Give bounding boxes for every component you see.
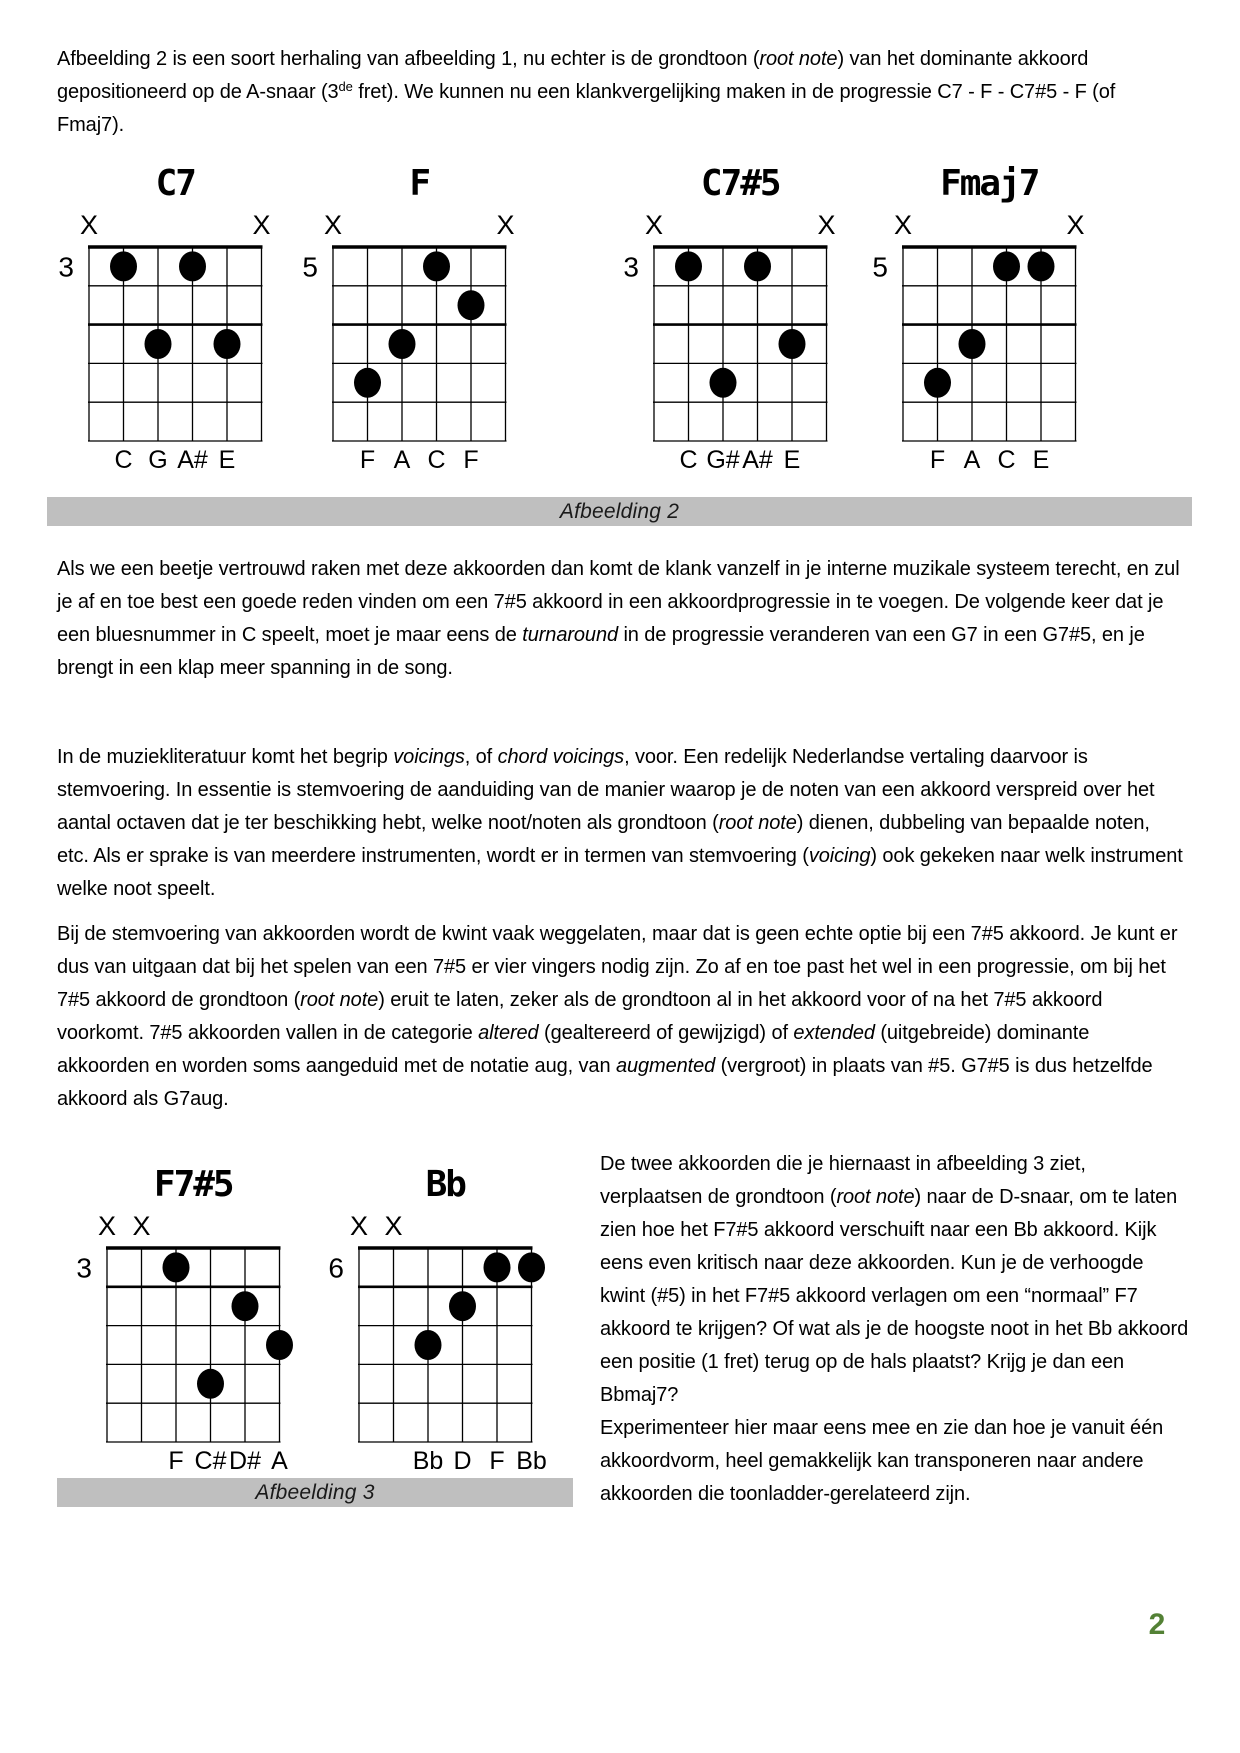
svg-text:3: 3 — [58, 251, 74, 283]
svg-text:A#: A# — [177, 446, 208, 474]
svg-text:X: X — [893, 210, 913, 240]
svg-text:C: C — [114, 446, 133, 474]
chord-diagram-c7sharp5 — [604, 157, 844, 489]
svg-text:X: X — [97, 1211, 117, 1241]
svg-text:Fmaj7: Fmaj7 — [940, 163, 1039, 204]
chord-diagram-svg — [57, 1158, 297, 1490]
svg-text:X: X — [496, 210, 515, 240]
paragraph-stemvoering: Bij de stemvoering van akkoorden wordt de kwint vaak weggelaten, maar dat is geen echte optie bij een 7#5 akkoord. Je kunt er dus van uitgaan dat bij het spelen van een 7#5 er vier vingers nodig zijn. Zo af en toe past het wel in een progressie, om bij het 7#5 akkoord de grondtoon (root note) eruit te laten, zeker als de grondtoon al in het akkoord voor of na het 7#5 akkoord voorkomt. 7#5 akkoorden vallen in de categorie altered (gealtereerd of gewijzigd) of extended (uitgebreide) dominante akkoorden en worden soms aangeduid met de notatie aug, van augmented (vergroot) in plaats van #5. G7#5 is dus hetzelfde akkoord als G7aug. — [57, 923, 1178, 1110]
svg-text:G#: G# — [706, 446, 740, 474]
figure2-caption-bar — [47, 497, 1192, 526]
svg-text:5: 5 — [302, 251, 318, 283]
paragraph-voicings: In de muziekliteratuur komt het begrip voicings, of chord voicings, voor. Een redelijk Nederlandse vertaling daarvoor is stemvoering. In essentie is stemvoering de aanduiding van de manier waarop je de noten van een akkoord verspreid over het aantal octaven dat je ter beschikking hebt, welke noot/noten als grondtoon (root note) dienen, dubbeling van bepaalde noten, etc. Als er sprake is van meerdere instrumenten, wordt er in termen van stemvoering (voicing) ook gekeken naar welk instrument welke noot speelt. — [57, 746, 1183, 900]
paragraph-figure3-side: De twee akkoorden die je hiernaast in afbeelding 3 ziet, verplaatsen de grondtoon (root note) naar de D-snaar, om te laten zien hoe het F7#5 akkoord verschuift naar een Bb akkoord. Kijk eens even kritisch naar deze akkoorden. Kun je de verhoogde kwint (#5) in het F7#5 akkoord verlagen om een “normaal” F7 akkoord te krijgen? Of wat als je de hoogste noot in het Bb akkoord een positie (1 fret) terug op de hals plaatst? Krijg je dan een Bbmaj7? Experimenteer hier maar eens mee en zie dan hoe je vanuit één akkoordvorm, heel gemakkelijk kan transponeren naar andere akkoorden die toonladder-gerelateerd zijn. — [600, 1153, 1189, 1505]
svg-text:Bb: Bb — [516, 1447, 547, 1475]
figure3-caption-bar — [57, 1478, 573, 1507]
chord-diagram-f — [283, 157, 523, 489]
chord-diagram-f7sharp5 — [57, 1158, 297, 1490]
svg-text:6: 6 — [328, 1252, 344, 1284]
svg-text:X: X — [817, 210, 836, 240]
svg-text:C: C — [679, 446, 698, 474]
svg-text:F: F — [168, 1447, 184, 1475]
chord-diagram-svg — [39, 157, 279, 489]
svg-text:E: E — [1032, 446, 1050, 474]
figure2-caption: Afbeelding 2 — [559, 499, 680, 523]
svg-text:F: F — [929, 446, 946, 474]
svg-text:3: 3 — [623, 251, 639, 283]
svg-text:X: X — [323, 210, 343, 240]
paragraph-intro: Afbeelding 2 is een soort herhaling van afbeelding 1, nu echter is de grondtoon (root note) van het dominante akkoord gepositioneerd op de A-snaar (3de fret). We kunnen nu een klankvergelijking maken in de progressie C7 - F - C7#5 - F (of Fmaj7). — [57, 48, 1116, 136]
svg-text:D#: D# — [229, 1447, 261, 1475]
chord-diagram-svg — [853, 157, 1093, 489]
svg-text:X: X — [132, 1211, 151, 1241]
svg-text:E: E — [783, 446, 801, 474]
svg-text:F: F — [463, 446, 479, 474]
svg-text:5: 5 — [872, 251, 888, 283]
chord-diagram-svg — [604, 157, 844, 489]
svg-text:X: X — [1066, 210, 1085, 240]
svg-text:A: A — [963, 446, 981, 474]
svg-text:C7#5: C7#5 — [700, 163, 780, 204]
svg-text:C#: C# — [194, 1447, 227, 1475]
svg-text:D: D — [453, 1447, 472, 1475]
svg-text:X: X — [252, 210, 271, 240]
svg-text:3: 3 — [76, 1252, 92, 1284]
chord-diagram-svg — [283, 157, 523, 489]
page-number: 2 — [1148, 1608, 1166, 1641]
svg-text:X: X — [644, 210, 664, 240]
svg-text:C: C — [997, 446, 1016, 474]
svg-text:F: F — [359, 446, 376, 474]
paragraph-klank: Als we een beetje vertrouwd raken met deze akkoorden dan komt de klank vanzelf in je interne muzikale systeem terecht, en zul je af en toe best een goede reden vinden om een 7#5 akkoord in een akkoordprogressie in te voegen. De volgende keer dat je een bluesnummer in C speelt, moet je maar eens de turnaround in de progressie veranderen van een G7 in een G7#5, en je brengt in een klap meer spanning in de song. — [57, 558, 1180, 679]
svg-text:C: C — [427, 446, 446, 474]
svg-text:X: X — [349, 1211, 369, 1241]
svg-text:X: X — [79, 210, 99, 240]
svg-text:C7: C7 — [155, 163, 195, 204]
svg-text:E: E — [218, 446, 236, 474]
svg-text:F: F — [489, 1447, 505, 1475]
svg-text:F7#5: F7#5 — [153, 1164, 233, 1205]
svg-text:A: A — [271, 1447, 288, 1475]
svg-text:Bb: Bb — [425, 1164, 465, 1205]
chord-diagram-c7 — [39, 157, 279, 489]
svg-text:X: X — [384, 1211, 403, 1241]
svg-text:A#: A# — [742, 446, 773, 474]
svg-text:A: A — [393, 446, 411, 474]
chord-diagram-svg — [309, 1158, 549, 1490]
figure3-caption: Afbeelding 3 — [255, 1480, 375, 1504]
svg-text:Bb: Bb — [412, 1447, 444, 1475]
chord-diagram-bb — [309, 1158, 549, 1490]
svg-text:F: F — [409, 163, 430, 204]
chord-diagram-fmaj7 — [853, 157, 1093, 489]
svg-text:G: G — [148, 446, 168, 474]
